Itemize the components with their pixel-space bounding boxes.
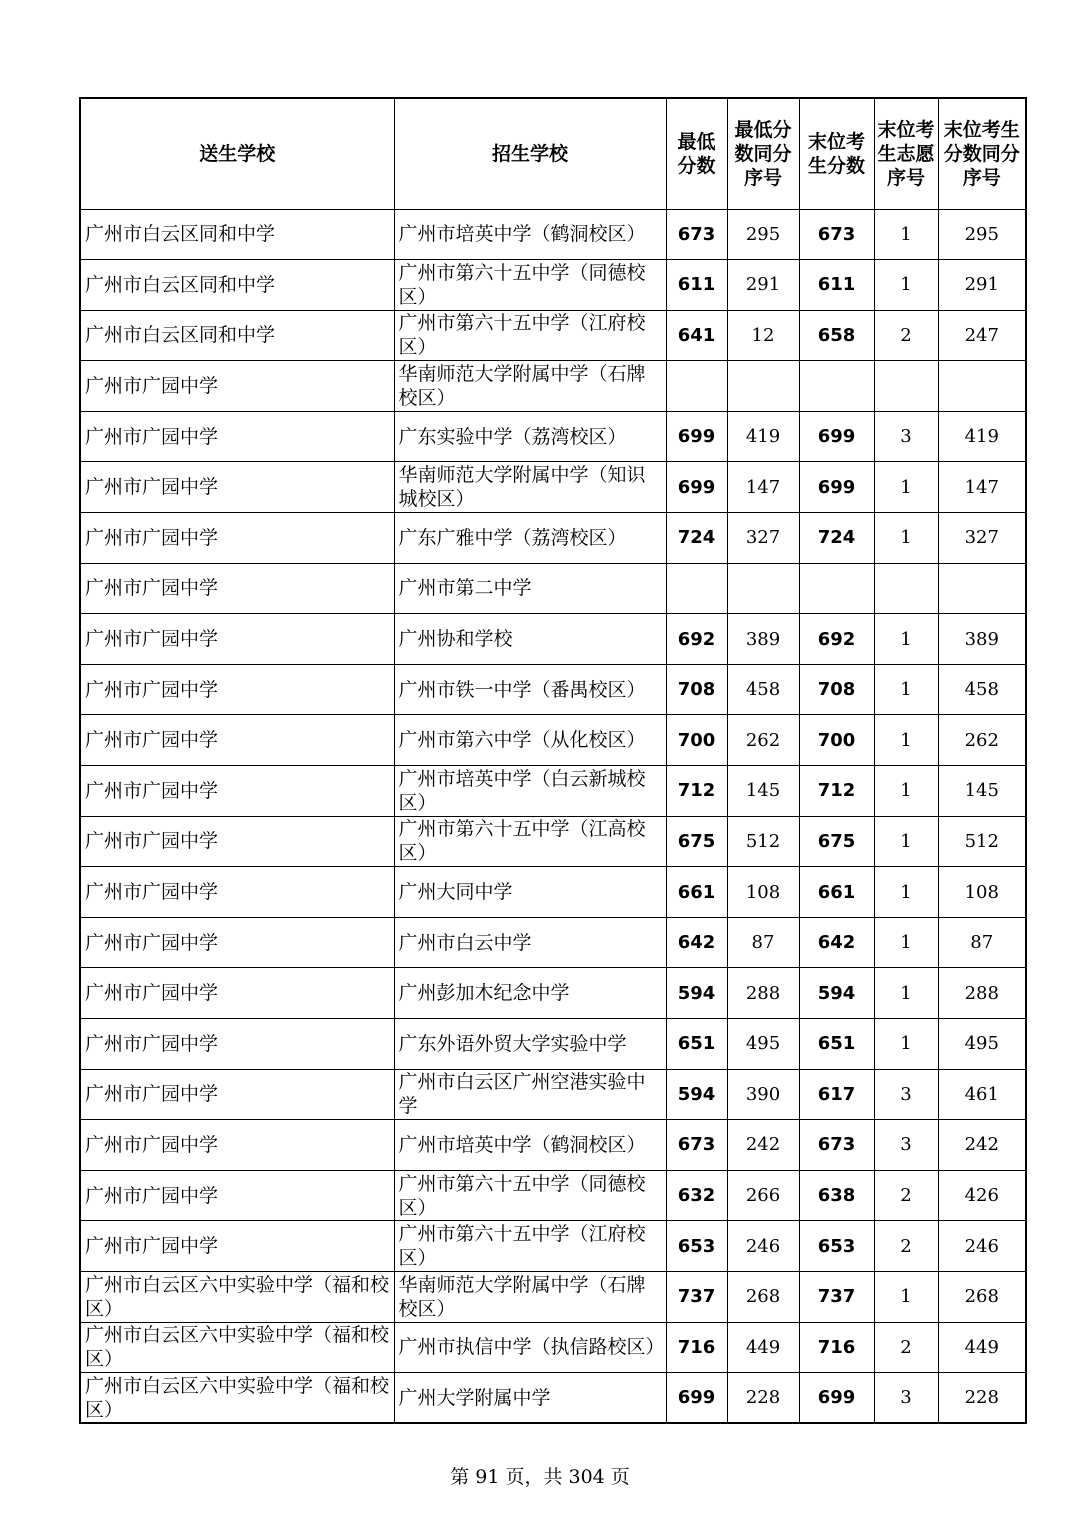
- min-score-seq-cell: 266: [727, 1170, 799, 1221]
- table-row: [80, 310, 1026, 361]
- last-score-seq-cell: 495: [938, 1019, 1026, 1070]
- last-preference-cell: 1: [874, 1271, 938, 1322]
- col-header-last-score: 末位考生分数: [799, 98, 874, 209]
- last-preference-cell: 1: [874, 513, 938, 564]
- min-score-seq-cell: 389: [727, 614, 799, 665]
- admitting-school-cell: 广州市第六中学（从化校区）: [394, 715, 666, 766]
- min-score-seq-cell: 327: [727, 513, 799, 564]
- last-preference-cell: 3: [874, 1373, 938, 1424]
- table-row: [80, 361, 1026, 412]
- admitting-school-cell: 广东实验中学（荔湾校区）: [394, 411, 666, 462]
- admitting-school-cell: 广东外语外贸大学实验中学: [394, 1019, 666, 1070]
- sending-school-cell: 广州市广园中学: [80, 1170, 394, 1221]
- min-score-seq-cell: 12: [727, 310, 799, 361]
- min-score-cell: 699: [666, 411, 727, 462]
- min-score-seq-cell: 108: [727, 867, 799, 918]
- last-score-seq-cell: 295: [938, 209, 1026, 260]
- min-score-cell: 716: [666, 1322, 727, 1373]
- sending-school-cell: 广州市广园中学: [80, 917, 394, 968]
- min-score-seq-cell: 145: [727, 766, 799, 817]
- admitting-school-cell: 广州市铁一中学（番禺校区）: [394, 664, 666, 715]
- last-score-seq-cell: 242: [938, 1120, 1026, 1171]
- min-score-cell: 641: [666, 310, 727, 361]
- min-score-cell: 692: [666, 614, 727, 665]
- table-row: [80, 513, 1026, 564]
- last-score-cell: 737: [799, 1271, 874, 1322]
- sending-school-cell: 广州市广园中学: [80, 1069, 394, 1120]
- min-score-seq-cell: 268: [727, 1271, 799, 1322]
- table-row: [80, 664, 1026, 715]
- last-preference-cell: 1: [874, 816, 938, 867]
- min-score-cell: 699: [666, 462, 727, 513]
- admitting-school-cell: 广州市第六十五中学（江府校区）: [394, 1221, 666, 1272]
- admitting-school-cell: 广州市白云区广州空港实验中学: [394, 1069, 666, 1120]
- last-score-cell: 673: [799, 209, 874, 260]
- last-preference-cell: 1: [874, 664, 938, 715]
- table-row: [80, 1069, 1026, 1120]
- min-score-seq-cell: 449: [727, 1322, 799, 1373]
- last-score-cell: 661: [799, 867, 874, 918]
- last-score-cell: 712: [799, 766, 874, 817]
- last-score-cell: 653: [799, 1221, 874, 1272]
- last-preference-cell: 1: [874, 1019, 938, 1070]
- last-score-seq-cell: [938, 563, 1026, 614]
- last-preference-cell: [874, 563, 938, 614]
- sending-school-cell: 广州市白云区同和中学: [80, 260, 394, 311]
- col-header-last-preference: 末位考生志愿序号: [874, 98, 938, 209]
- sending-school-cell: 广州市广园中学: [80, 715, 394, 766]
- min-score-cell: 651: [666, 1019, 727, 1070]
- sending-school-cell: 广州市白云区六中实验中学（福和校区）: [80, 1322, 394, 1373]
- table-row: [80, 462, 1026, 513]
- sending-school-cell: 广州市广园中学: [80, 361, 394, 412]
- last-score-cell: 594: [799, 968, 874, 1019]
- min-score-seq-cell: 262: [727, 715, 799, 766]
- admitting-school-cell: 广州市第六十五中学（同德校区）: [394, 1170, 666, 1221]
- last-score-cell: 699: [799, 1373, 874, 1424]
- last-score-cell: 673: [799, 1120, 874, 1171]
- table-row: [80, 1271, 1026, 1322]
- last-score-seq-cell: 449: [938, 1322, 1026, 1373]
- last-preference-cell: 3: [874, 411, 938, 462]
- last-preference-cell: 3: [874, 1069, 938, 1120]
- last-score-cell: 724: [799, 513, 874, 564]
- last-preference-cell: 2: [874, 1170, 938, 1221]
- admitting-school-cell: 广州大学附属中学: [394, 1373, 666, 1424]
- min-score-cell: 724: [666, 513, 727, 564]
- min-score-cell: [666, 563, 727, 614]
- min-score-seq-cell: 246: [727, 1221, 799, 1272]
- min-score-seq-cell: 495: [727, 1019, 799, 1070]
- sending-school-cell: 广州市广园中学: [80, 1221, 394, 1272]
- page-footer: 第 91 页，共 304 页: [450, 1466, 630, 1488]
- last-score-cell: 699: [799, 462, 874, 513]
- admitting-school-cell: 华南师范大学附属中学（知识城校区）: [394, 462, 666, 513]
- last-score-cell: [799, 361, 874, 412]
- min-score-cell: 675: [666, 816, 727, 867]
- last-score-seq-cell: 228: [938, 1373, 1026, 1424]
- min-score-cell: 699: [666, 1373, 727, 1424]
- sending-school-cell: 广州市广园中学: [80, 968, 394, 1019]
- admitting-school-cell: 广州市第二中学: [394, 563, 666, 614]
- table-row: [80, 867, 1026, 918]
- last-score-seq-cell: 87: [938, 917, 1026, 968]
- sending-school-cell: 广州市白云区同和中学: [80, 209, 394, 260]
- min-score-seq-cell: [727, 361, 799, 412]
- min-score-cell: 611: [666, 260, 727, 311]
- min-score-seq-cell: 147: [727, 462, 799, 513]
- admitting-school-cell: 广州市第六十五中学（同德校区）: [394, 260, 666, 311]
- last-score-seq-cell: 108: [938, 867, 1026, 918]
- last-score-seq-cell: 247: [938, 310, 1026, 361]
- table-row: [80, 1373, 1026, 1424]
- min-score-cell: 653: [666, 1221, 727, 1272]
- sending-school-cell: 广州市广园中学: [80, 664, 394, 715]
- admitting-school-cell: 华南师范大学附属中学（石牌校区）: [394, 1271, 666, 1322]
- last-score-cell: 617: [799, 1069, 874, 1120]
- table-row: [80, 816, 1026, 867]
- admitting-school-cell: 广州市白云中学: [394, 917, 666, 968]
- last-preference-cell: 1: [874, 614, 938, 665]
- col-header-sending-school: 送生学校: [80, 98, 394, 209]
- min-score-seq-cell: [727, 563, 799, 614]
- last-preference-cell: 2: [874, 310, 938, 361]
- last-score-seq-cell: 512: [938, 816, 1026, 867]
- last-score-seq-cell: [938, 361, 1026, 412]
- table-row: [80, 563, 1026, 614]
- col-header-admitting-school: 招生学校: [394, 98, 666, 209]
- sending-school-cell: 广州市白云区六中实验中学（福和校区）: [80, 1271, 394, 1322]
- last-score-seq-cell: 288: [938, 968, 1026, 1019]
- table-row: [80, 260, 1026, 311]
- min-score-seq-cell: 390: [727, 1069, 799, 1120]
- table-row: [80, 766, 1026, 817]
- last-score-cell: 642: [799, 917, 874, 968]
- last-score-seq-cell: 262: [938, 715, 1026, 766]
- min-score-seq-cell: 512: [727, 816, 799, 867]
- last-score-seq-cell: 419: [938, 411, 1026, 462]
- min-score-cell: 708: [666, 664, 727, 715]
- sending-school-cell: 广州市广园中学: [80, 462, 394, 513]
- col-header-min-score-seq: 最低分数同分序号: [727, 98, 799, 209]
- header-row: [80, 98, 1026, 209]
- sending-school-cell: 广州市广园中学: [80, 1120, 394, 1171]
- min-score-seq-cell: 288: [727, 968, 799, 1019]
- min-score-cell: 700: [666, 715, 727, 766]
- last-score-cell: 638: [799, 1170, 874, 1221]
- last-preference-cell: 2: [874, 1221, 938, 1272]
- last-score-cell: 675: [799, 816, 874, 867]
- admitting-school-cell: 广东广雅中学（荔湾校区）: [394, 513, 666, 564]
- min-score-cell: 632: [666, 1170, 727, 1221]
- last-score-cell: 692: [799, 614, 874, 665]
- admitting-school-cell: 广州市第六十五中学（江府校区）: [394, 310, 666, 361]
- last-score-cell: 651: [799, 1019, 874, 1070]
- min-score-cell: 673: [666, 1120, 727, 1171]
- admitting-school-cell: 广州市执信中学（执信路校区）: [394, 1322, 666, 1373]
- last-preference-cell: 1: [874, 260, 938, 311]
- sending-school-cell: 广州市白云区同和中学: [80, 310, 394, 361]
- last-preference-cell: 1: [874, 462, 938, 513]
- last-preference-cell: [874, 361, 938, 412]
- min-score-cell: 594: [666, 968, 727, 1019]
- sending-school-cell: 广州市广园中学: [80, 867, 394, 918]
- last-preference-cell: 1: [874, 209, 938, 260]
- sending-school-cell: 广州市白云区六中实验中学（福和校区）: [80, 1373, 394, 1424]
- admitting-school-cell: 广州协和学校: [394, 614, 666, 665]
- last-preference-cell: 1: [874, 917, 938, 968]
- min-score-seq-cell: 228: [727, 1373, 799, 1424]
- last-score-seq-cell: 145: [938, 766, 1026, 817]
- admission-table: [79, 97, 1027, 1424]
- last-score-seq-cell: 291: [938, 260, 1026, 311]
- last-score-cell: [799, 563, 874, 614]
- min-score-seq-cell: 295: [727, 209, 799, 260]
- min-score-cell: 712: [666, 766, 727, 817]
- last-preference-cell: 3: [874, 1120, 938, 1171]
- min-score-cell: 594: [666, 1069, 727, 1120]
- min-score-seq-cell: 419: [727, 411, 799, 462]
- last-preference-cell: 1: [874, 715, 938, 766]
- admitting-school-cell: 广州市培英中学（鹤洞校区）: [394, 209, 666, 260]
- table-row: [80, 1019, 1026, 1070]
- min-score-seq-cell: 458: [727, 664, 799, 715]
- last-preference-cell: 1: [874, 867, 938, 918]
- last-preference-cell: 1: [874, 968, 938, 1019]
- last-score-seq-cell: 389: [938, 614, 1026, 665]
- table-row: [80, 917, 1026, 968]
- last-score-seq-cell: 327: [938, 513, 1026, 564]
- last-score-cell: 611: [799, 260, 874, 311]
- min-score-seq-cell: 87: [727, 917, 799, 968]
- admitting-school-cell: 广州市第六十五中学（江高校区）: [394, 816, 666, 867]
- sending-school-cell: 广州市广园中学: [80, 614, 394, 665]
- last-score-cell: 716: [799, 1322, 874, 1373]
- min-score-seq-cell: 242: [727, 1120, 799, 1171]
- last-score-cell: 699: [799, 411, 874, 462]
- last-score-seq-cell: 458: [938, 664, 1026, 715]
- col-header-min-score: 最低分数: [666, 98, 727, 209]
- last-score-seq-cell: 461: [938, 1069, 1026, 1120]
- last-score-cell: 708: [799, 664, 874, 715]
- table-row: [80, 614, 1026, 665]
- last-score-seq-cell: 246: [938, 1221, 1026, 1272]
- admitting-school-cell: 广州市培英中学（白云新城校区）: [394, 766, 666, 817]
- min-score-cell: 661: [666, 867, 727, 918]
- admitting-school-cell: 华南师范大学附属中学（石牌校区）: [394, 361, 666, 412]
- last-score-cell: 658: [799, 310, 874, 361]
- min-score-cell: 642: [666, 917, 727, 968]
- last-preference-cell: 2: [874, 1322, 938, 1373]
- last-score-seq-cell: 426: [938, 1170, 1026, 1221]
- min-score-cell: 737: [666, 1271, 727, 1322]
- admitting-school-cell: 广州彭加木纪念中学: [394, 968, 666, 1019]
- col-header-last-score-seq: 末位考生分数同分序号: [938, 98, 1026, 209]
- last-preference-cell: 1: [874, 766, 938, 817]
- last-score-seq-cell: 147: [938, 462, 1026, 513]
- table-row: [80, 715, 1026, 766]
- table-row: [80, 1120, 1026, 1171]
- table-row: [80, 1170, 1026, 1221]
- admitting-school-cell: 广州大同中学: [394, 867, 666, 918]
- table-row: [80, 1322, 1026, 1373]
- min-score-seq-cell: 291: [727, 260, 799, 311]
- last-score-seq-cell: 268: [938, 1271, 1026, 1322]
- min-score-cell: [666, 361, 727, 412]
- table-row: [80, 209, 1026, 260]
- sending-school-cell: 广州市广园中学: [80, 766, 394, 817]
- sending-school-cell: 广州市广园中学: [80, 513, 394, 564]
- admitting-school-cell: 广州市培英中学（鹤洞校区）: [394, 1120, 666, 1171]
- sending-school-cell: 广州市广园中学: [80, 1019, 394, 1070]
- table-row: [80, 1221, 1026, 1272]
- sending-school-cell: 广州市广园中学: [80, 816, 394, 867]
- min-score-cell: 673: [666, 209, 727, 260]
- table-row: [80, 968, 1026, 1019]
- last-score-cell: 700: [799, 715, 874, 766]
- sending-school-cell: 广州市广园中学: [80, 563, 394, 614]
- table-row: [80, 411, 1026, 462]
- sending-school-cell: 广州市广园中学: [80, 411, 394, 462]
